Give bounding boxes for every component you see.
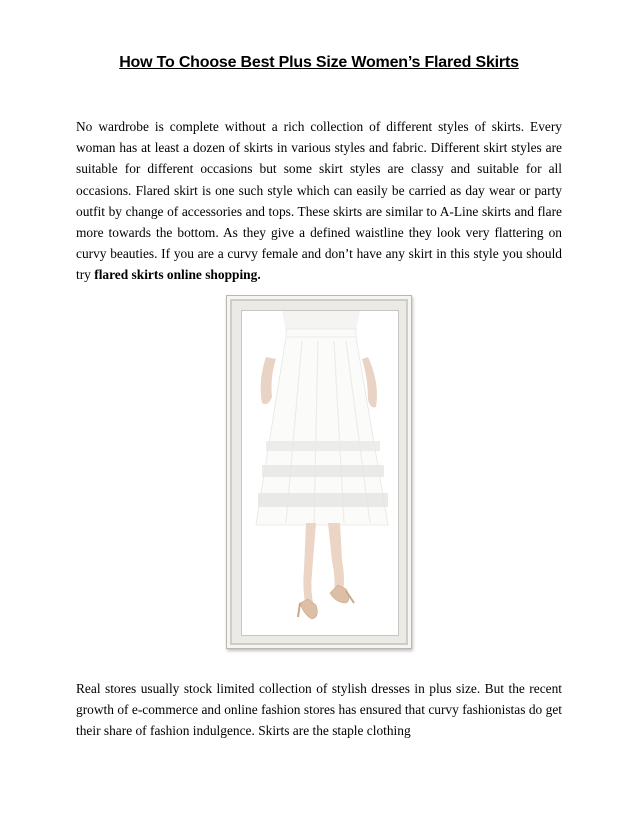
flared-skirts-link[interactable]: flared skirts online shopping. xyxy=(94,267,261,283)
top-garment xyxy=(282,311,360,331)
left-heel xyxy=(298,603,300,617)
left-hand xyxy=(261,357,276,404)
body-paragraph: Real stores usually stock limited collection of stylish dresses in plus size. But the recent growth of e-commerce and online fashion stores has ensured that curvy fashionistas do get their share of fashion indulgence. Skirts are the staple clothing xyxy=(76,681,562,739)
sheer-stripe-3 xyxy=(258,493,388,507)
sheer-stripe-2 xyxy=(262,465,384,477)
right-shoe xyxy=(330,585,349,603)
image-frame xyxy=(226,295,412,649)
intro-paragraph xyxy=(76,116,562,286)
left-shoe xyxy=(300,599,317,619)
left-leg xyxy=(303,523,316,609)
intro-text: No wardrobe is complete without a rich collection of different styles of skirts. Every woman has at least a dozen of skirts in various styles and fabric. Different skirt styles are suitable for different occasions but some skirt styles are classy and suitable for all occasions. Flared skirt is one such style which can easily be carried as day wear or party outfit by change of accessories and tops. These skirts are similar to A-Line skirts and flare more towards the bottom. As they give a defined waistline they look very flattering on curvy beauties. If you are a curvy female and don’t have any skirt in this style you should try xyxy=(76,119,562,283)
skirt-illustration xyxy=(242,311,398,635)
skirt-photo xyxy=(241,310,399,636)
sheer-stripe-1 xyxy=(266,441,380,451)
page-title: How To Choose Best Plus Size Women’s Flared Skirts xyxy=(119,54,519,71)
